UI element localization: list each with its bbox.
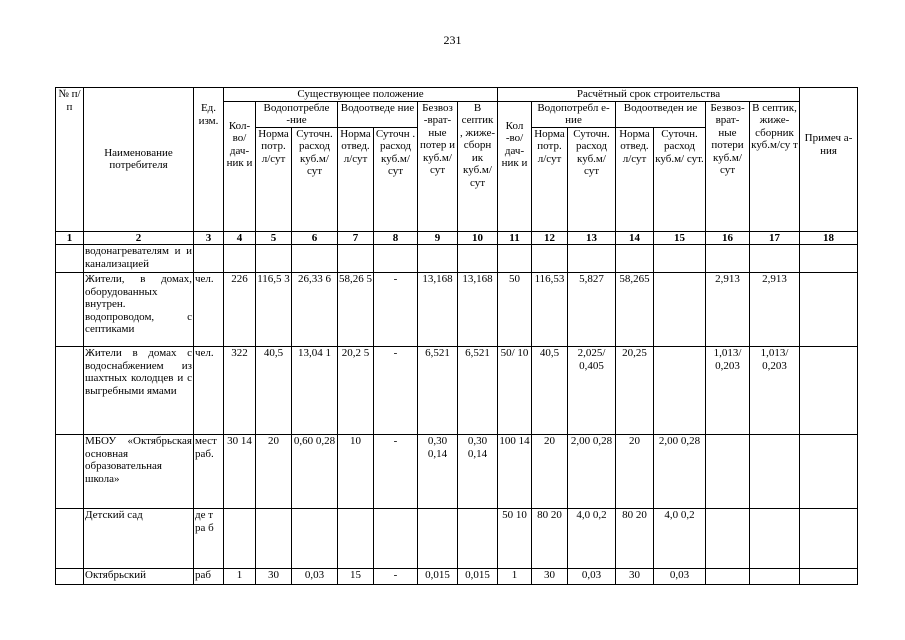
table-cell: 40,5 (256, 347, 292, 435)
table-row (56, 245, 858, 273)
table-cell: 0,60 0,28 (292, 435, 338, 509)
table-cell (654, 347, 706, 435)
consumer-name-cell: Октябрьский (84, 569, 194, 585)
header-existing-water-consumption: Водопотребле -ние (256, 101, 338, 127)
table-cell: 2,025/ 0,405 (568, 347, 616, 435)
table-cell (224, 245, 256, 273)
header-consumer-name: Наименование потребителя (84, 88, 194, 232)
table-cell: 5,827 (568, 273, 616, 347)
header-design-disposal-norm: Норма отвед. л/сут (616, 127, 654, 231)
table-cell: 2,00 0,28 (568, 435, 616, 509)
table-cell: 2,00 0,28 (654, 435, 706, 509)
table-cell: 0,015 (418, 569, 458, 585)
table-cell: 26,33 6 (292, 273, 338, 347)
table-cell (56, 347, 84, 435)
table-cell (338, 245, 374, 273)
header-existing-losses: Безвоз -врат-ные потер и куб.м/ сут (418, 101, 458, 231)
column-number: 18 (800, 231, 858, 245)
table-cell (616, 245, 654, 273)
table-row (56, 509, 858, 569)
table-cell: 80 20 (532, 509, 568, 569)
table-cell: 30 (616, 569, 654, 585)
table-cell (654, 245, 706, 273)
header-design-consumption-daily: Суточн. расход куб.м/ сут (568, 127, 616, 231)
header-design-water-disposal: Водоотведен ие (616, 101, 706, 127)
table-cell (800, 347, 858, 435)
table-cell: 1,013/ 0,203 (750, 347, 800, 435)
table-cell: 58,265 (616, 273, 654, 347)
table-cell (750, 245, 800, 273)
table-cell: мест раб. (194, 435, 224, 509)
table-cell: 40,5 (532, 347, 568, 435)
table-cell (56, 509, 84, 569)
table-cell: 100 14 (498, 435, 532, 509)
table-cell (418, 509, 458, 569)
table-cell (374, 245, 418, 273)
table-cell: 4,0 0,2 (568, 509, 616, 569)
table-cell (458, 509, 498, 569)
header-design-quantity: Кол -во/ дач-ник и (498, 101, 532, 231)
table-cell: 226 (224, 273, 256, 347)
header-existing-quantity: Кол-во/ дач-ник и (224, 101, 256, 231)
column-number: 9 (418, 231, 458, 245)
column-number: 16 (706, 231, 750, 245)
water-consumption-table (55, 87, 858, 585)
page-number: 231 (443, 33, 462, 47)
table-cell (750, 569, 800, 585)
table-cell: 50 10 (498, 509, 532, 569)
table-cell (800, 273, 858, 347)
table-cell (750, 435, 800, 509)
header-unit: Ед. изм. (194, 88, 224, 232)
table-cell: 0,03 (292, 569, 338, 585)
table-cell: 20,2 5 (338, 347, 374, 435)
table-cell: 30 (256, 569, 292, 585)
table-row (56, 435, 858, 509)
column-number: 13 (568, 231, 616, 245)
table-cell (256, 245, 292, 273)
table-cell (706, 509, 750, 569)
consumer-name-cell: Жители, в домах, оборудованных внутрен. водопроводом, с септиками (84, 273, 194, 347)
table-cell: 6,521 (458, 347, 498, 435)
header-design-losses: Безвоз-врат-ные потери куб.м/ сут (706, 101, 750, 231)
column-number: 15 (654, 231, 706, 245)
table-cell (338, 509, 374, 569)
table-cell: 10 (338, 435, 374, 509)
column-number: 14 (616, 231, 654, 245)
table-cell: 20,25 (616, 347, 654, 435)
consumer-name-cell: водонагревателям и и канализацией (84, 245, 194, 273)
header-existing-consumption-norm: Норма потр. л/сут (256, 127, 292, 231)
table-cell (458, 245, 498, 273)
column-number: 17 (750, 231, 800, 245)
column-number-row (56, 231, 858, 245)
table-cell (56, 569, 84, 585)
header-design-septic: В септик, жиже-сборник куб.м/су т (750, 101, 800, 231)
table-cell: де т ра б (194, 509, 224, 569)
table-row (56, 273, 858, 347)
table-cell: 0,03 (654, 569, 706, 585)
table-cell: 20 (532, 435, 568, 509)
table-cell: 116,53 (532, 273, 568, 347)
table-cell: 20 (256, 435, 292, 509)
table-cell (374, 509, 418, 569)
table-cell: 2,913 (706, 273, 750, 347)
table-cell (292, 509, 338, 569)
header-existing-situation: Существующее положение (224, 88, 498, 102)
table-cell (194, 245, 224, 273)
column-number: 1 (56, 231, 84, 245)
header-existing-water-disposal: Водоотведе ние (338, 101, 418, 127)
table-cell (56, 435, 84, 509)
consumer-name-cell: Жители в домах с водоснабжением из шахтных колодцев и с выгребными ямами (84, 347, 194, 435)
table-cell (706, 435, 750, 509)
table-cell: 4,0 0,2 (654, 509, 706, 569)
table-cell: 30 (532, 569, 568, 585)
table-cell (800, 245, 858, 273)
table-cell: 322 (224, 347, 256, 435)
header-existing-septic: В септик , жиже-сборн ик куб.м/ сут (458, 101, 498, 231)
table-cell (800, 509, 858, 569)
column-number: 6 (292, 231, 338, 245)
header-existing-consumption-daily: Суточн. расход куб.м/ сут (292, 127, 338, 231)
table-cell (532, 245, 568, 273)
table-cell (256, 509, 292, 569)
table-cell (568, 245, 616, 273)
table-cell: 58,26 5 (338, 273, 374, 347)
table-cell: 0,03 (568, 569, 616, 585)
table-cell: чел. (194, 273, 224, 347)
column-number: 3 (194, 231, 224, 245)
table-cell (706, 245, 750, 273)
column-number: 2 (84, 231, 194, 245)
table-cell (800, 569, 858, 585)
header-design-water-consumption: Водопотребл е-ние (532, 101, 616, 127)
table-cell: - (374, 273, 418, 347)
table-cell: 1,013/ 0,203 (706, 347, 750, 435)
table-row (56, 347, 858, 435)
header-design-consumption-norm: Норма потр. л/сут (532, 127, 568, 231)
table-cell: - (374, 435, 418, 509)
column-number: 8 (374, 231, 418, 245)
column-number: 11 (498, 231, 532, 245)
header-design-disposal-daily: Суточн. расход куб.м/ сут. (654, 127, 706, 231)
table-cell: 6,521 (418, 347, 458, 435)
table-cell: - (374, 347, 418, 435)
table-cell: 15 (338, 569, 374, 585)
table-cell: 116,5 3 (256, 273, 292, 347)
table-cell (654, 273, 706, 347)
table-cell: 13,04 1 (292, 347, 338, 435)
column-number: 10 (458, 231, 498, 245)
table-cell: 2,913 (750, 273, 800, 347)
table-cell (418, 245, 458, 273)
table-cell (706, 569, 750, 585)
table-cell (224, 509, 256, 569)
table-cell: раб (194, 569, 224, 585)
table-cell (750, 509, 800, 569)
table-cell: 0,30 0,14 (458, 435, 498, 509)
table-cell (292, 245, 338, 273)
table-row (56, 569, 858, 585)
table-cell: 13,168 (458, 273, 498, 347)
column-number: 4 (224, 231, 256, 245)
table-cell: 13,168 (418, 273, 458, 347)
table-cell (800, 435, 858, 509)
header-design-period: Расчётный срок строительства (498, 88, 800, 102)
table-cell: 20 (616, 435, 654, 509)
table-cell: 50 (498, 273, 532, 347)
consumer-name-cell: Детский сад (84, 509, 194, 569)
table-cell: 0,015 (458, 569, 498, 585)
header-notes: Примеч а-ния (800, 88, 858, 232)
table-cell: 1 (498, 569, 532, 585)
table-cell (56, 273, 84, 347)
table-cell: - (374, 569, 418, 585)
header-existing-disposal-norm: Норма отвед. л/сут (338, 127, 374, 231)
table-cell: 0,30 0,14 (418, 435, 458, 509)
table-cell: 50/ 10 (498, 347, 532, 435)
table-cell (498, 245, 532, 273)
header-existing-disposal-daily: Суточн . расход куб.м/ сут (374, 127, 418, 231)
table-cell: 80 20 (616, 509, 654, 569)
table-cell (56, 245, 84, 273)
table-cell: 30 14 (224, 435, 256, 509)
consumer-name-cell: МБОУ «Октябрьская основная образовательная школа» (84, 435, 194, 509)
column-number: 7 (338, 231, 374, 245)
header-row-number: № п/п (56, 88, 84, 232)
table-cell: чел. (194, 347, 224, 435)
column-number: 5 (256, 231, 292, 245)
column-number: 12 (532, 231, 568, 245)
table-cell: 1 (224, 569, 256, 585)
